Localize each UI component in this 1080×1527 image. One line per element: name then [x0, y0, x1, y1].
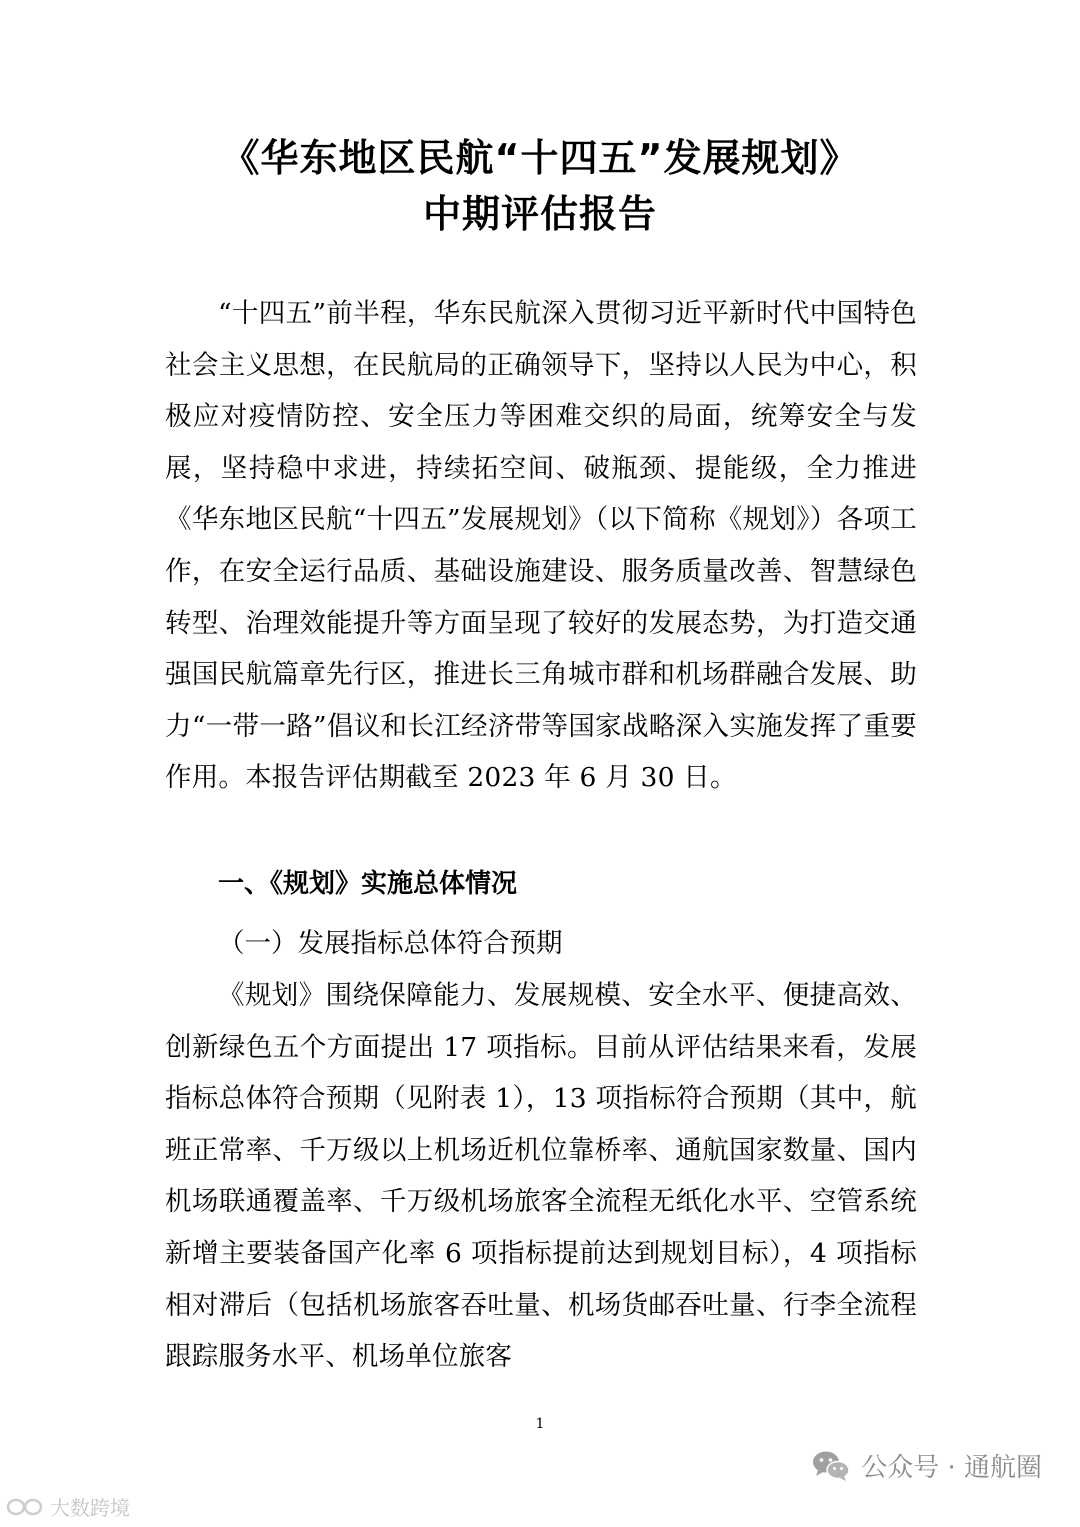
source-watermark [6, 1492, 130, 1521]
loop-logo-icon [6, 1496, 44, 1518]
page-number: 1 [535, 1416, 545, 1432]
document-title-line2: 中期评估报告 [422, 192, 657, 236]
wechat-icon [811, 1449, 851, 1483]
wechat-account-watermark [811, 1447, 1042, 1484]
section-heading: 一、《规划》实施总体情况 [218, 869, 518, 899]
subsection-heading: （一）发展指标总体符合预期 [218, 928, 563, 959]
wechat-account-text: 公众号 · 通航圈 [861, 1453, 1042, 1483]
indicators-paragraph: 《规划》围绕保障能力、发展规模、安全水平、便捷高效、创新绿色五个方面提出 17 项指标。目前从评估结果来看，发展指标总体符合预期（见附表 1），13 项指标符合预期（其中，航班正常率、千万级以上机场近机位靠桥率、通航国家数量、国内机场联通覆盖率、千万级机场旅客全流程无纸化水平、空管系统新增主要装备国产化率 6 项指标提前达到规划目标），4 项指标相对滞后（包括机场旅客吞吐量、机场货邮吞吐量、行李全流程跟踪服务水平、机场单位旅客 [165, 980, 917, 1373]
document-title-line1: 《华东地区民航“十四五”发展规划》 [221, 136, 859, 180]
intro-paragraph: “十四五”前半程，华东民航深入贯彻习近平新时代中国特色社会主义思想，在民航局的正确领导下，坚持以人民为中心，积极应对疫情防控、安全压力等困难交织的局面，统筹安全与发展，坚持稳中求进，持续拓空间、破瓶颈、提能级，全力推进《华东地区民航“十四五”发展规划》（以下简称《规划》）各项工作，在安全运行品质、基础设施建设、服务质量改善、智慧绿色转型、治理效能提升等方面呈现了较好的发展态势，为打造交通强国民航篇章先行区，推进长三角城市群和机场群融合发展、助力“一带一路”倡议和长江经济带等国家战略深入实施发挥了重要作用。本报告评估期截至 2023 年 6 月 30 日。 [165, 298, 917, 794]
source-watermark-text: 大数跨境 [50, 1496, 130, 1520]
